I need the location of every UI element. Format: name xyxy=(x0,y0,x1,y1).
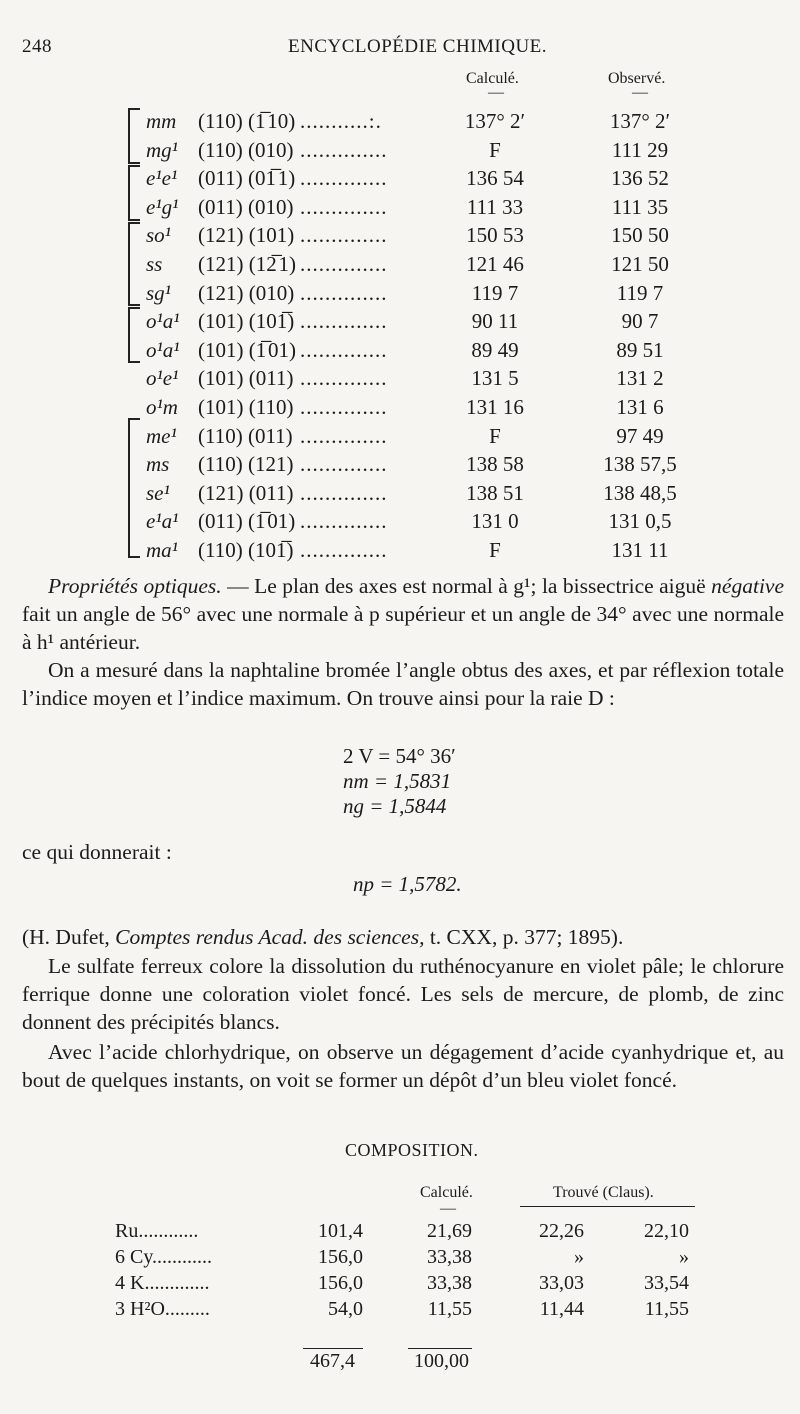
reference-journal: Comptes rendus Acad. des sciences, xyxy=(115,925,425,949)
ce-qui-donnerait: ce qui donnerait : xyxy=(22,840,172,864)
face-pair-name: e¹g¹ xyxy=(146,194,179,219)
col-calcule: Calculé. xyxy=(466,70,519,87)
angle-row-label xyxy=(146,337,296,364)
leader-dots: .............. xyxy=(300,166,388,191)
observed-angle: 131 2 xyxy=(616,366,664,391)
face-pair-name: so¹ xyxy=(146,223,171,248)
component-calc: 33,38 xyxy=(427,1246,472,1268)
equation-2v: 2 V = 54° 36′ xyxy=(343,744,456,768)
face-pair-name: o¹a¹ xyxy=(146,309,180,334)
found-value-2: 33,54 xyxy=(644,1272,689,1294)
angle-row xyxy=(0,251,800,278)
leader-dots: .............. xyxy=(300,452,388,477)
calculated-angle: F xyxy=(489,538,501,562)
equation-np: np = 1,5782. xyxy=(353,872,462,896)
angle-row xyxy=(0,165,800,192)
face-pair-name: e¹e¹ xyxy=(146,166,178,191)
reference xyxy=(22,923,784,951)
face-indices: (101) (011) xyxy=(198,366,294,391)
leader-dots: .............. xyxy=(300,395,388,419)
face-indices: (110) (011) xyxy=(198,423,293,448)
optics-heading: Propriétés optiques. xyxy=(48,574,222,598)
face-indices: (101) (110) xyxy=(198,395,294,419)
angle-row xyxy=(0,308,800,335)
angle-row-label xyxy=(146,537,293,564)
face-pair-name: mg¹ xyxy=(146,137,178,162)
component-label: 4 K............. xyxy=(115,1272,210,1294)
angle-row xyxy=(0,108,800,135)
found-value-1: 11,44 xyxy=(539,1298,584,1320)
leader-dots: .............. xyxy=(300,337,388,362)
face-pair-name: sg¹ xyxy=(146,280,171,305)
composition-row xyxy=(0,1270,800,1296)
observed-angle: 121 50 xyxy=(611,252,669,276)
angle-row xyxy=(0,480,800,507)
composition-row xyxy=(0,1218,800,1244)
observed-angle: 90 7 xyxy=(621,309,659,334)
composition-title: COMPOSITION. xyxy=(345,1140,479,1160)
optics-text-2: fait un angle de 56° avec une normale à p supérieur et un angle de 34° avec une normale à h¹ antérieur. xyxy=(22,602,784,654)
component-mass: 156,0 xyxy=(318,1272,363,1294)
composition-row xyxy=(0,1296,800,1322)
component-calc: 11,55 xyxy=(427,1298,472,1320)
angle-row-label xyxy=(146,137,293,164)
face-pair-name: o¹e¹ xyxy=(146,366,179,391)
total-mass: 467,4 xyxy=(310,1350,355,1372)
observed-angle: 136 52 xyxy=(611,166,669,191)
dash-obs: — xyxy=(632,84,648,101)
found-value-2: 22,10 xyxy=(644,1220,689,1242)
face-indices: (011) (1̅ 01) xyxy=(198,509,296,534)
calculated-angle: 136 54 xyxy=(466,166,524,191)
face-pair-name: o¹a¹ xyxy=(146,337,180,362)
component-calc: 21,69 xyxy=(427,1220,472,1242)
trouve-brace-rule xyxy=(520,1206,695,1207)
angle-row xyxy=(0,194,800,221)
found-value-1: 33,03 xyxy=(539,1272,584,1294)
angle-row xyxy=(0,222,800,249)
leader-dots: ...........:. xyxy=(300,109,382,133)
angle-row xyxy=(0,423,800,450)
component-label: Ru............ xyxy=(115,1220,199,1242)
angle-row-label xyxy=(146,165,295,192)
angle-row-label xyxy=(146,365,293,392)
calculated-angle: F xyxy=(489,137,501,162)
observed-angle: 111 29 xyxy=(611,137,669,162)
calculated-angle: 111 33 xyxy=(466,194,524,219)
angle-row-label xyxy=(146,222,294,249)
face-pair-name: ms xyxy=(146,452,170,477)
face-indices: (110) (1̅ 10) xyxy=(198,109,296,133)
angle-row xyxy=(0,394,800,421)
calculated-angle: 150 53 xyxy=(466,223,524,248)
calculated-angle: 119 7 xyxy=(471,280,519,305)
angle-row xyxy=(0,537,800,564)
optics-paragraph-2: On a mesuré dans la naphtaline bromée l’angle obtus des axes, et par réflexion totale l’indice moyen et l’indice maximum. On trouve ainsi pour la raie D : xyxy=(22,658,784,710)
total-rule-calc xyxy=(408,1348,472,1349)
face-indices: (121) (011) xyxy=(198,480,294,505)
angle-row-label xyxy=(146,194,293,221)
leader-dots: .............. xyxy=(300,480,388,505)
leader-dots: .............. xyxy=(300,423,388,448)
calculated-angle: 138 58 xyxy=(466,452,524,477)
angle-row-label xyxy=(146,108,295,135)
total-calc: 100,00 xyxy=(414,1350,469,1372)
face-pair-name: o¹m xyxy=(146,395,178,419)
face-indices: (110) (101̅) xyxy=(198,538,294,562)
leader-dots: .............. xyxy=(300,366,388,391)
component-label: 3 H²O......... xyxy=(115,1298,210,1320)
angle-row-label xyxy=(146,280,294,307)
page-number: 248 xyxy=(22,36,52,57)
face-indices: (110) (121) xyxy=(198,452,294,477)
sulfate-paragraph: Le sulfate ferreux colore la dissolution du ruthénocyanure en violet pâle; le chlorure ferrique donne une coloration violet foncé. Les sels de mercure, de plomb, de zinc donnent des précipités blancs. xyxy=(22,954,784,1034)
face-indices: (121) (010) xyxy=(198,280,295,305)
dash-calc: — xyxy=(488,84,504,101)
observed-angle: 119 7 xyxy=(616,280,664,305)
angle-row-label xyxy=(146,480,293,507)
component-mass: 101,4 xyxy=(318,1220,363,1242)
found-value-1: 22,26 xyxy=(539,1220,584,1242)
face-pair-name: ma¹ xyxy=(146,538,178,562)
angle-row xyxy=(0,280,800,307)
observed-angle: 131 0,5 xyxy=(608,509,672,534)
optics-text-1: — Le plan des axes est normal à g¹; la bissectrice aiguë xyxy=(221,574,712,598)
face-pair-name: se¹ xyxy=(146,480,170,505)
angle-row xyxy=(0,451,800,478)
face-indices: (121) (12̅ 1) xyxy=(198,252,296,276)
observed-angle: 138 48,5 xyxy=(603,480,677,505)
equation-nm: nm = 1,5831 xyxy=(343,769,452,793)
observed-angle: 137° 2′ xyxy=(609,109,671,133)
calculated-angle: 131 5 xyxy=(471,366,519,391)
comp-dash-calc: — xyxy=(440,1200,456,1217)
face-indices: (121) (101) xyxy=(198,223,295,248)
leader-dots: .............. xyxy=(300,223,388,248)
leader-dots: .............. xyxy=(300,252,388,276)
leader-dots: .............. xyxy=(300,137,388,162)
observed-angle: 89 51 xyxy=(616,337,664,362)
face-indices: (011) (010) xyxy=(198,194,294,219)
calculated-angle: 89 49 xyxy=(471,337,519,362)
calculated-angle: 121 46 xyxy=(466,252,524,276)
angle-row xyxy=(0,508,800,535)
comp-col-trouve: Trouvé (Claus). xyxy=(553,1184,654,1201)
face-indices: (011) (01̅ 1) xyxy=(198,166,296,191)
calculated-angle: 138 51 xyxy=(466,480,524,505)
total-rule-mass xyxy=(303,1348,363,1349)
observed-angle: 97 49 xyxy=(616,423,664,448)
face-indices: (101) (1̅ 01) xyxy=(198,337,296,362)
leader-dots: .............. xyxy=(300,194,388,219)
angle-row-label xyxy=(146,251,296,278)
reference-open: (H. Dufet, xyxy=(22,925,116,949)
leader-dots: .............. xyxy=(300,538,388,562)
leader-dots: .............. xyxy=(300,280,388,305)
found-value-2: 11,55 xyxy=(644,1298,689,1320)
calculated-angle: 131 16 xyxy=(466,395,524,419)
acide-paragraph: Avec l’acide chlorhydrique, on observe un dégagement d’acide cyanhydrique et, au bout de quelques instants, on voit se former un dépôt d’un bleu violet foncé. xyxy=(22,1040,784,1092)
leader-dots: .............. xyxy=(300,509,388,534)
angle-row-label xyxy=(146,451,293,478)
observed-angle: 131 6 xyxy=(616,395,664,419)
calculated-angle: 90 11 xyxy=(471,309,519,334)
optics-negative: négative xyxy=(711,574,784,598)
comp-col-calcule: Calculé. xyxy=(420,1184,473,1201)
calculated-angle: F xyxy=(489,423,501,448)
angle-row-label xyxy=(146,508,295,535)
found-value-1: » xyxy=(574,1246,584,1268)
equation-ng: ng = 1,5844 xyxy=(343,794,447,818)
component-calc: 33,38 xyxy=(427,1272,472,1294)
observed-angle: 150 50 xyxy=(611,223,669,248)
angle-row-label xyxy=(146,423,293,450)
observed-angle: 111 35 xyxy=(611,194,669,219)
face-pair-name: me¹ xyxy=(146,423,177,448)
angle-row xyxy=(0,137,800,164)
composition-row xyxy=(0,1244,800,1270)
col-observe: Observé. xyxy=(608,70,666,87)
component-mass: 54,0 xyxy=(328,1298,363,1320)
face-pair-name: e¹a¹ xyxy=(146,509,179,534)
angle-row xyxy=(0,337,800,364)
calculated-angle: 131 0 xyxy=(471,509,519,534)
component-label: 6 Cy............ xyxy=(115,1246,213,1268)
observed-angle: 131 11 xyxy=(611,538,669,562)
angle-row-label xyxy=(146,394,293,421)
face-pair-name: ss xyxy=(146,252,163,276)
observed-angle: 138 57,5 xyxy=(603,452,677,477)
component-mass: 156,0 xyxy=(318,1246,363,1268)
angle-row-label xyxy=(146,308,294,335)
face-indices: (101) (101̅) xyxy=(198,309,295,334)
leader-dots: .............. xyxy=(300,309,388,334)
face-indices: (110) (010) xyxy=(198,137,294,162)
face-pair-name: mm xyxy=(146,109,177,133)
found-value-2: » xyxy=(679,1246,689,1268)
running-title: ENCYCLOPÉDIE CHIMIQUE. xyxy=(288,36,548,57)
reference-rest: t. CXX, p. 377; 1895). xyxy=(424,925,624,949)
optics-paragraph xyxy=(22,572,784,656)
calculated-angle: 137° 2′ xyxy=(464,109,526,133)
angle-row xyxy=(0,365,800,392)
